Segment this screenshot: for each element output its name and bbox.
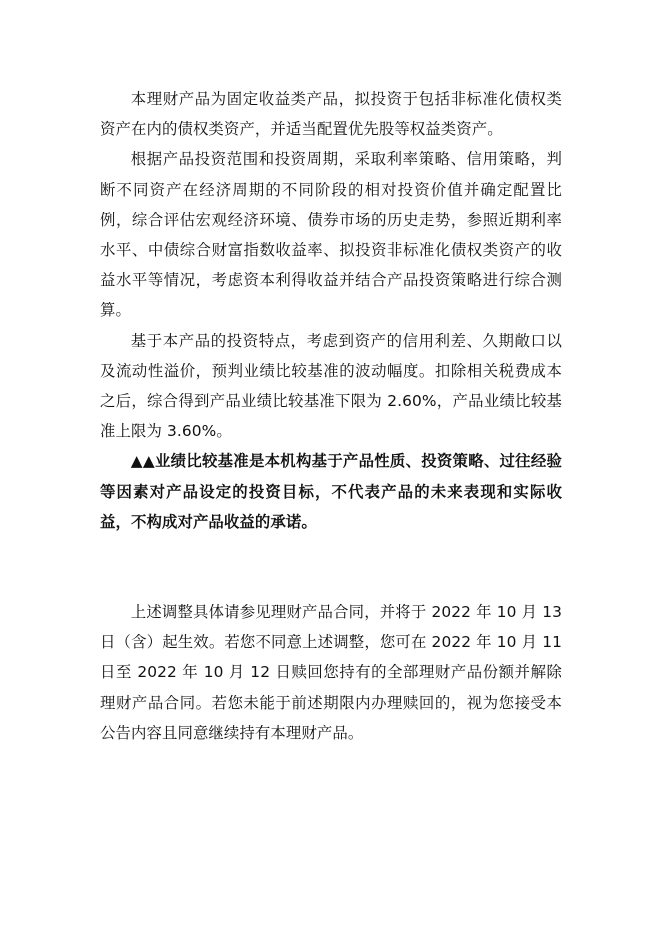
section-spacer <box>100 537 562 597</box>
paragraph-disclaimer: ▲▲业绩比较基准是本机构基于产品性质、投资策略、过往经验等因素对产品设定的投资目标，不代表产品的未来表现和实际收益，不构成对产品收益的承诺。 <box>100 452 562 531</box>
paragraph-product-type: 本理财产品为固定收益类产品，拟投资于包括非标准化债权类资产在内的债权类资产，并适当配置优先股等权益类资产。 <box>100 90 562 139</box>
document-page <box>100 84 562 748</box>
paragraph-benchmark-range: 基于本产品的投资特点，考虑到资产的信用利差、久期敞口以及流动性溢价，预判业绩比较基准的波动幅度。扣除相关税费成本之后，综合得到产品业绩比较基准下限为 2.60%，产品业绩比较基准上限为 3.60%。 <box>100 331 562 441</box>
paragraph-effective-notice: 上述调整具体请参见理财产品合同，并将于 2022 年 10 月 13 日（含）起生效。若您不同意上述调整，您可在 2022 年 10 月 11 日至 2022 年 10 月 12 日赎回您持有的全部理财产品份额并解除理财产品合同。若您未能于前述期限内办理赎回的，视为您接受本公告内容且同意继续持有本理财产品。 <box>100 603 562 742</box>
paragraph-calculation-method: 根据产品投资范围和投资周期，采取利率策略、信用策略，判断不同资产在经济周期的不同阶段的相对投资价值并确定配置比例，综合评估宏观经济环境、债券市场的历史走势，参照近期利率水平、中债综合财富指数收益率、拟投资非标准化债权类资产的收益水平等情况，考虑资本利得收益并结合产品投资策略进行综合测算。 <box>100 150 562 320</box>
